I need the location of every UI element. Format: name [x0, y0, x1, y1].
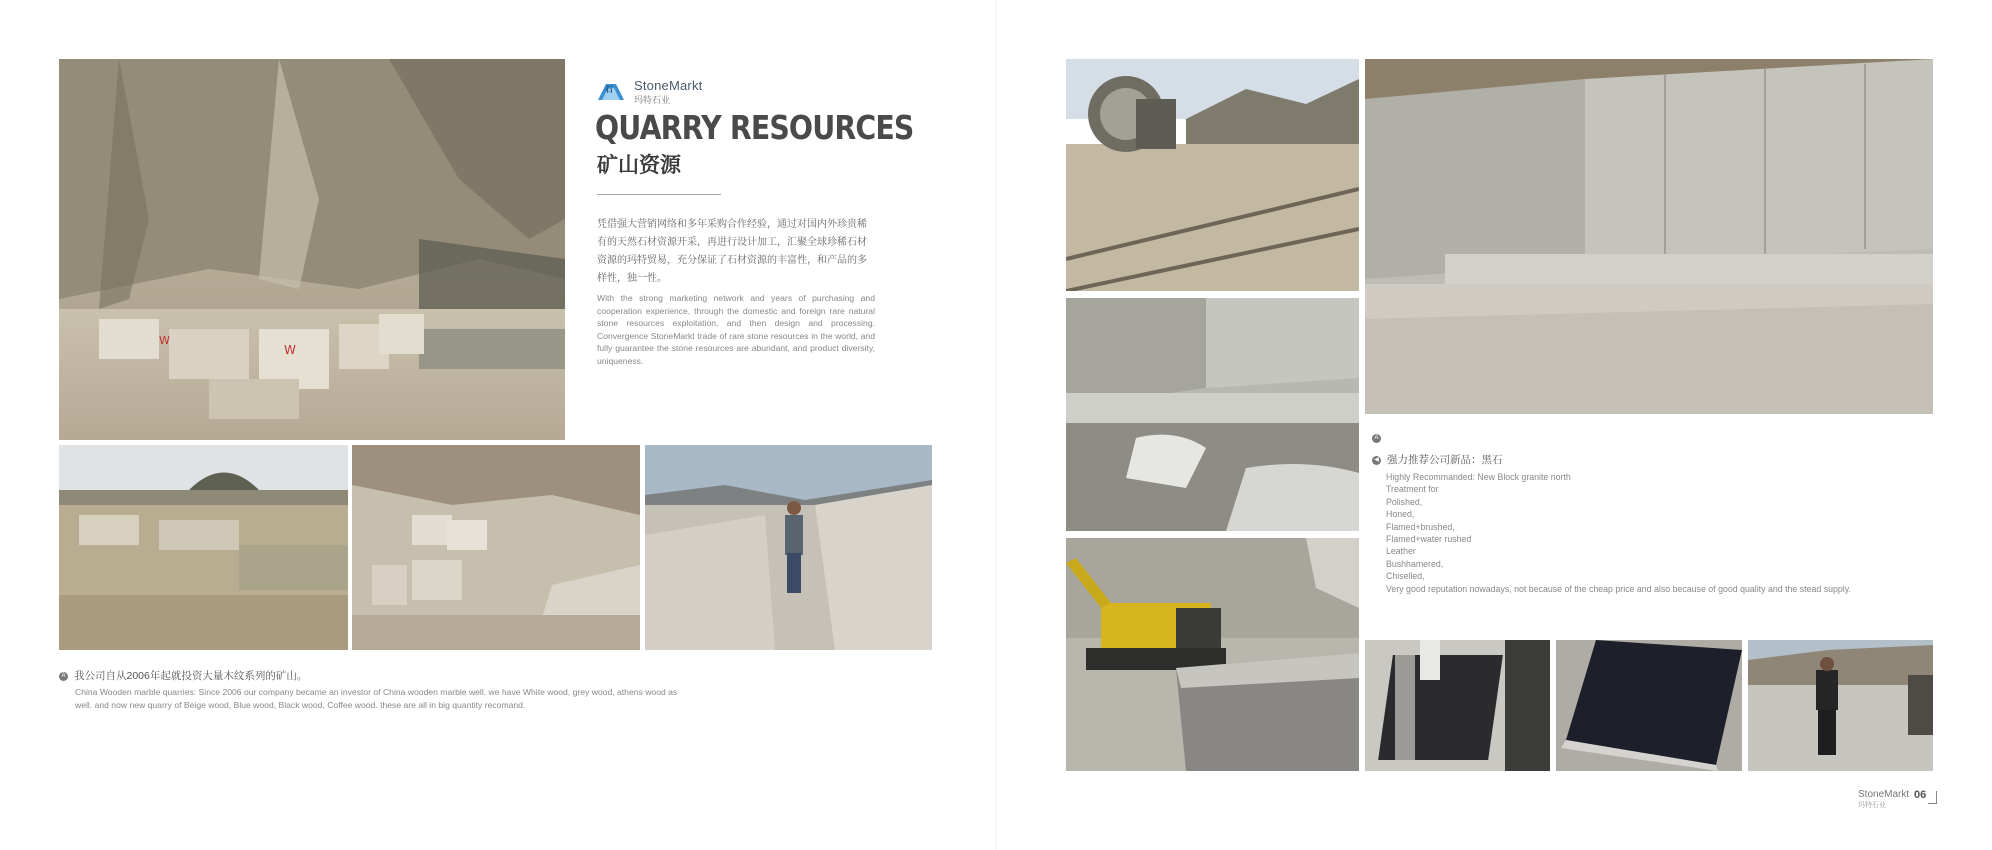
list-item: Treatment for	[1386, 484, 1439, 495]
list-item: Polished,	[1386, 496, 1423, 507]
svg-text:W: W	[159, 334, 170, 347]
logo-brand-en: StoneMarkt	[634, 78, 703, 93]
page-footer	[1858, 789, 1968, 809]
photo-excavator	[1066, 538, 1359, 771]
list-item: Highly Recommanded: New Block granite north	[1386, 472, 1571, 482]
caption-marker-icon: A	[1372, 434, 1381, 443]
intro-text-en: With the strong marketing network and years of purchasing and cooperation experience, through the domestic and foreign rare natural stone resources exploitation, and then design and processing. Convergence StoneMarkt trade of rare stone resources in the world, and fully guarantee the stone resources are abundant, and product diversity, uniqueness.	[597, 293, 875, 366]
photo-black-granite-block	[1556, 640, 1742, 771]
logo-mark-icon	[596, 78, 626, 102]
bullet-arrow-icon: ◀	[1372, 456, 1381, 465]
caption-right	[1372, 430, 1892, 595]
title-divider	[597, 194, 721, 195]
page-title-en: QUARRY RESOURCES	[595, 108, 914, 147]
photo-wire-saw-machine	[1066, 59, 1359, 291]
page-number: 06	[1914, 789, 1927, 801]
list-item: Flamed+water rushed	[1386, 534, 1472, 545]
svg-text:W: W	[284, 343, 296, 357]
list-item: Honed,	[1386, 509, 1415, 520]
footer-brand: StoneMarkt	[1858, 789, 1910, 800]
corner-bracket	[1928, 791, 1937, 804]
list-item: Bushhamered,	[1386, 558, 1444, 569]
photo-quarry-field	[59, 445, 348, 650]
caption-left-en: China Wooden marble quarries: Since 2006 our company became an investor of China wooden marble well. we have White wood, grey wood, athens wood as well. and now new quarry of Beige wood, Blue wood, Black wood, Coffee wood. these are all in big quantity recomand.	[75, 687, 678, 710]
list-item: Leather	[1386, 546, 1416, 557]
page-title-cn: 矿山资源	[597, 154, 681, 177]
stonemarkt-logo	[596, 75, 736, 105]
photo-quarry-pit-water	[1066, 298, 1359, 531]
caption-left-cn: 我公司自从2006年起就投资大量木纹系列的矿山。	[74, 670, 308, 682]
photo-man-with-block	[1748, 640, 1933, 771]
photo-quarry-blocks-workers	[352, 445, 640, 650]
footer-brand-cn: 玛特石业	[1858, 802, 1886, 809]
logo-mark-text: 石	[605, 85, 613, 94]
page-spine	[995, 0, 997, 850]
caption-marker-icon: A	[59, 672, 68, 681]
logo-brand-cn: 玛特石业	[634, 95, 671, 105]
caption-left	[59, 668, 679, 712]
caption-right-cn: 强力推荐公司新品：黑石	[1387, 454, 1503, 466]
list-item: Flamed+brushed,	[1386, 521, 1455, 532]
photo-black-granite-slabs	[1365, 640, 1550, 771]
photo-quarry-wall-large	[1365, 59, 1933, 414]
list-item: Chiselled,	[1386, 571, 1425, 582]
photo-quarry-cliff-main	[59, 59, 565, 440]
list-item: Very good reputation nowadays, not because of the cheap price and also because of good quality and the stead supply.	[1386, 583, 1851, 594]
caption-right-list	[1372, 471, 1892, 595]
photo-man-at-quarry	[645, 445, 932, 650]
intro-text-cn: 凭借强大营销网络和多年采购合作经验，通过对国内外珍贵稀有的天然石材资源开采，再进行设计加工，汇聚全球珍稀石材资源的玛特贸易，充分保证了石材资源的丰富性，和产品的多样性，独一性。	[597, 219, 867, 284]
